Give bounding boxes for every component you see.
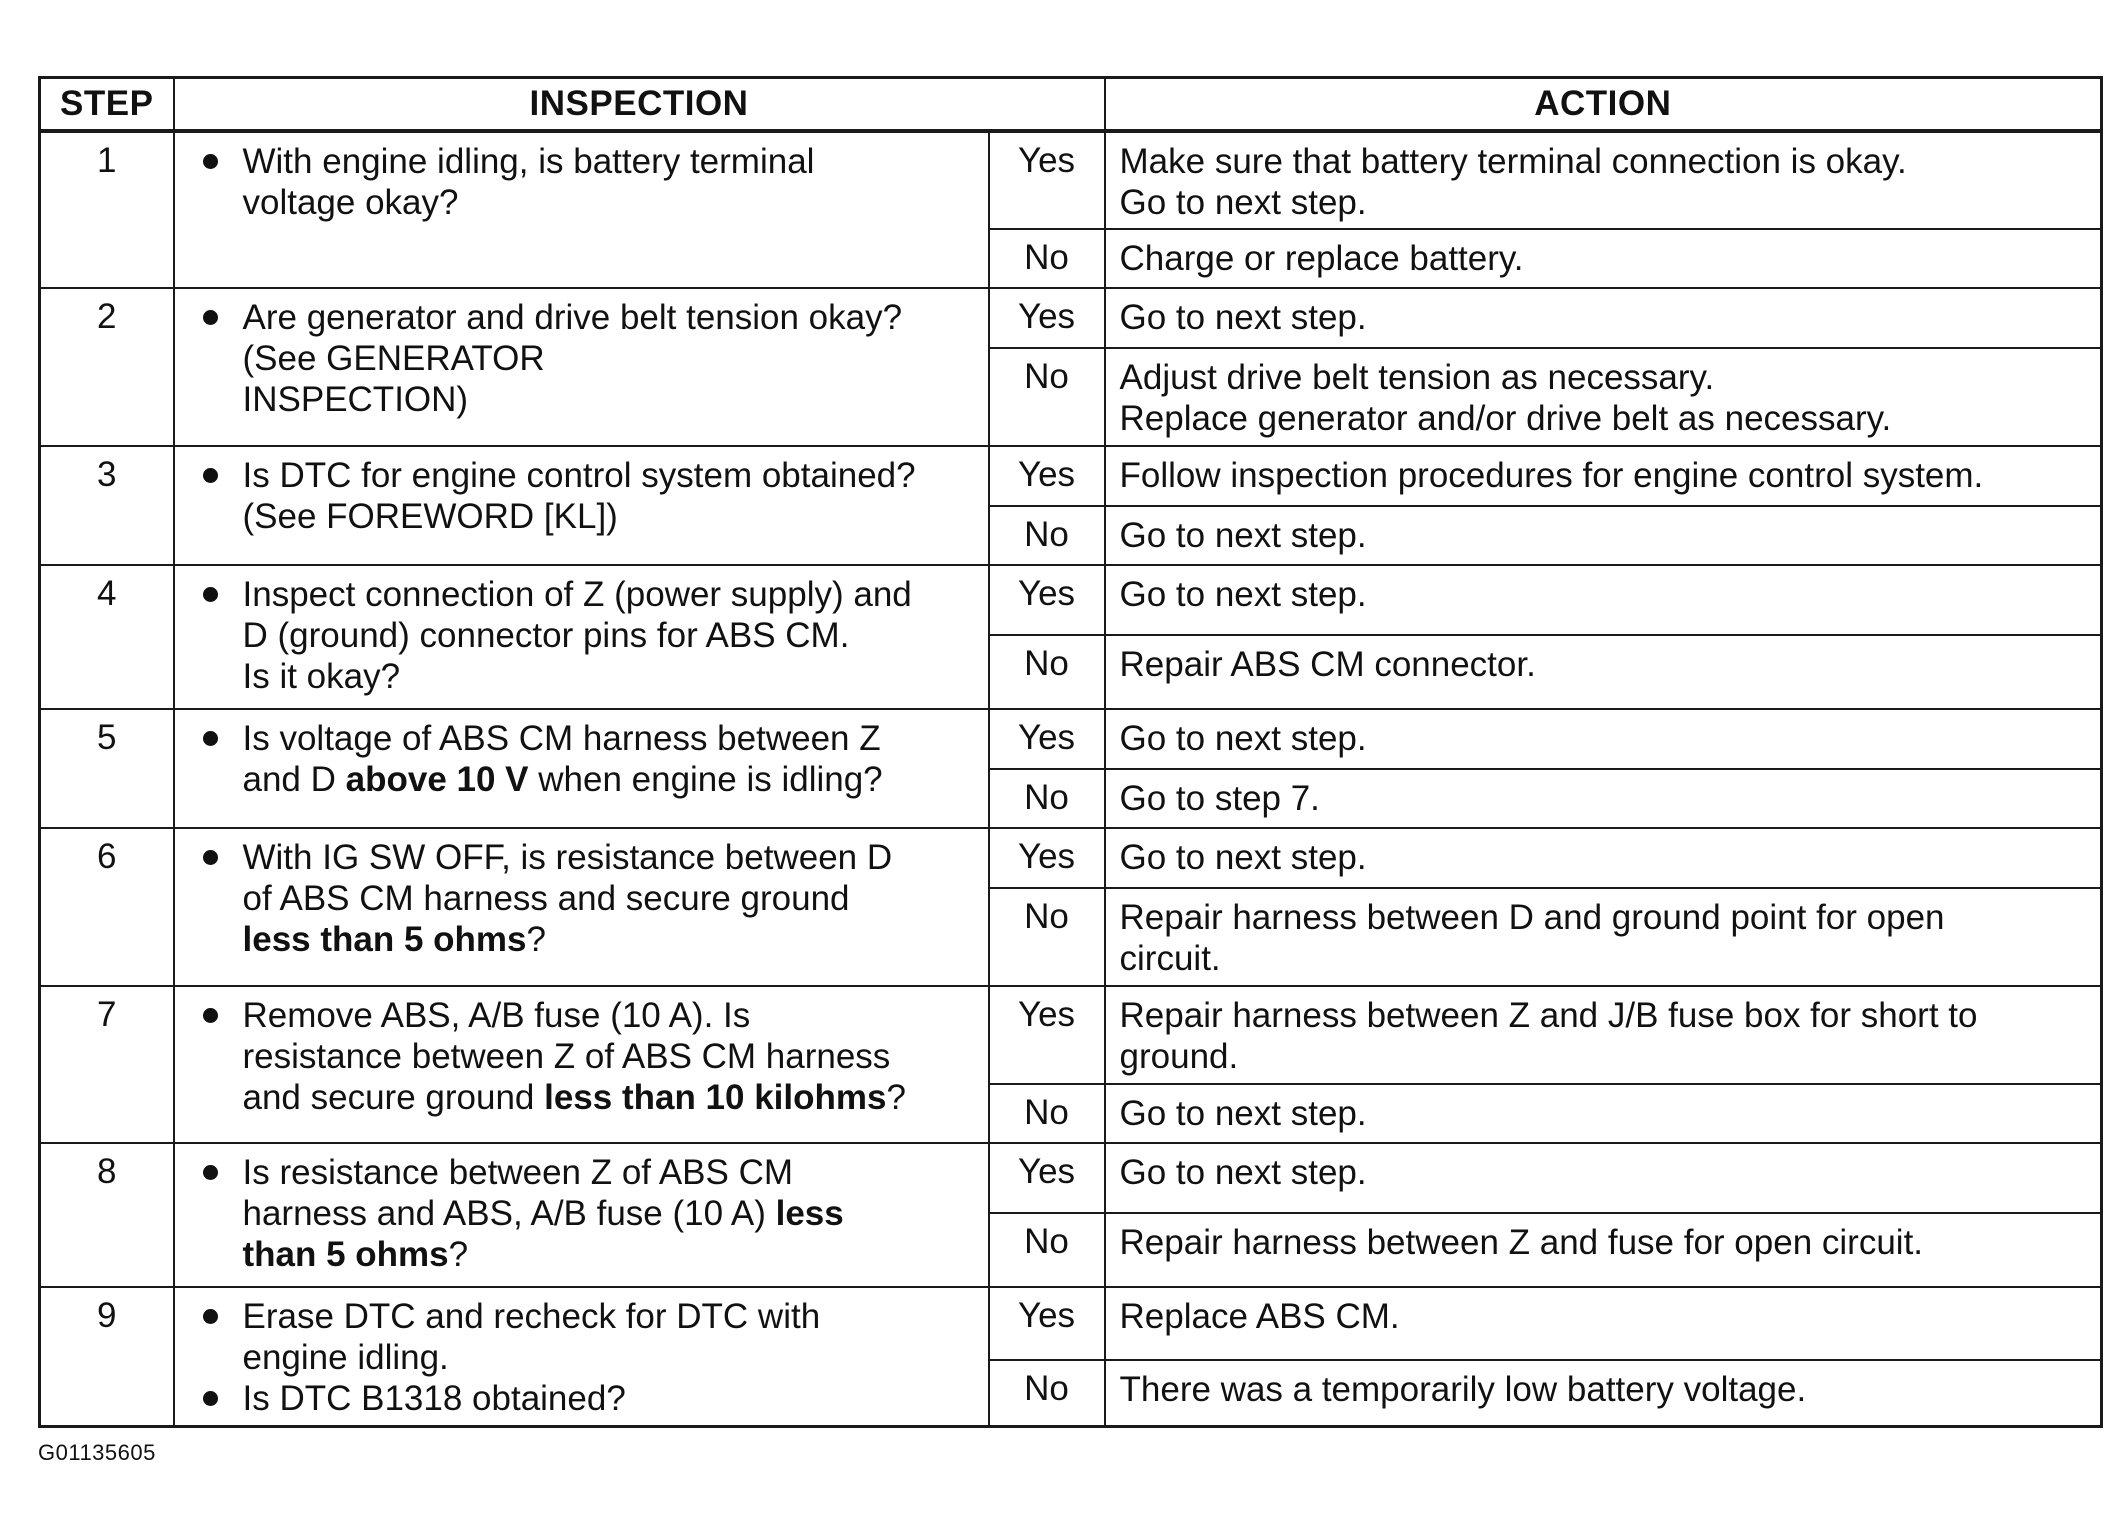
step-number: 3 [40, 446, 174, 565]
action-cell: Repair harness between D and ground point for open circuit. [1105, 888, 2102, 986]
inspection-text [243, 1378, 626, 1419]
inspection-cell [174, 446, 989, 565]
table-row [40, 986, 2102, 1084]
table-row [40, 446, 2102, 506]
inspection-cell [174, 565, 989, 709]
table-body [40, 131, 2102, 1427]
result-yes: Yes [989, 131, 1105, 229]
inspection-segment: ? [448, 1234, 469, 1274]
result-yes: Yes [989, 1143, 1105, 1213]
step-number: 2 [40, 288, 174, 446]
action-cell: Adjust drive belt tension as necessary. Replace generator and/or drive belt as necessary. [1105, 348, 2102, 446]
inspection-item [175, 574, 978, 697]
bullet-icon [203, 587, 218, 602]
inspection-item [175, 718, 978, 800]
inspection-text [243, 1296, 821, 1378]
bullet-icon [203, 310, 218, 325]
inspection-segment: Is resistance between Z of ABS CM harness and ABS, A/B fuse (10 A) [242, 1152, 794, 1233]
inspection-segment: ? [526, 919, 546, 959]
header-row [40, 78, 2102, 131]
result-yes: Yes [989, 1287, 1105, 1360]
result-no: No [989, 1213, 1105, 1287]
inspection-threshold: less than 10 kilohms [544, 1077, 887, 1117]
table-row [40, 709, 2102, 769]
action-cell: Charge or replace battery. [1105, 229, 2102, 288]
result-yes: Yes [989, 709, 1105, 769]
inspection-item [175, 837, 978, 960]
bullet-icon [203, 731, 218, 746]
action-cell: Make sure that battery terminal connection is okay. Go to next step. [1105, 131, 2102, 229]
inspection-segment: voltage okay? [242, 182, 459, 222]
inspection-segment: Is DTC B1318 obtained? [242, 1378, 626, 1418]
action-cell: Go to next step. [1105, 1084, 2102, 1143]
table-row [40, 131, 2102, 229]
action-cell: Repair ABS CM connector. [1105, 635, 2102, 709]
table-row [40, 1143, 2102, 1213]
inspection-cell [174, 1143, 989, 1287]
inspection-cell [174, 828, 989, 986]
step-number: 5 [40, 709, 174, 828]
inspection-text [243, 1152, 844, 1275]
inspection-item [175, 297, 978, 420]
inspection-threshold: above 10 V [345, 759, 529, 799]
result-no: No [989, 348, 1105, 446]
result-no: No [989, 506, 1105, 565]
inspection-item [175, 1378, 978, 1419]
inspection-text [243, 141, 815, 223]
action-cell: Go to step 7. [1105, 769, 2102, 828]
inspection-segment: Remove ABS, A/B fuse (10 A). Is resistance between Z of ABS CM harness and secure ground [242, 995, 891, 1117]
action-header: ACTION [1105, 78, 2102, 131]
inspection-header: INSPECTION [174, 78, 1105, 131]
inspection-threshold: less than 5 ohms [242, 1193, 844, 1274]
result-yes: Yes [989, 446, 1105, 506]
bullet-icon [203, 1309, 218, 1324]
inspection-segment: when engine is idling? [528, 759, 883, 799]
step-number: 1 [40, 131, 174, 288]
result-yes: Yes [989, 288, 1105, 348]
inspection-segment: Is DTC for engine control system obtained? (See FOREWORD [KL]) [242, 455, 916, 536]
inspection-segment: Erase DTC and recheck for DTC with engine idling. [242, 1296, 821, 1377]
inspection-cell [174, 709, 989, 828]
inspection-text [243, 837, 893, 960]
inspection-text [243, 718, 883, 800]
action-cell: Go to next step. [1105, 709, 2102, 769]
action-cell: Go to next step. [1105, 288, 2102, 348]
inspection-text [243, 995, 906, 1118]
inspection-segment: With engine idling, is battery terminal [242, 141, 815, 181]
inspection-cell [174, 986, 989, 1143]
result-no: No [989, 1360, 1105, 1426]
inspection-item [175, 995, 978, 1118]
result-no: No [989, 229, 1105, 288]
inspection-segment: Is voltage of ABS CM harness between Z and D [242, 718, 881, 799]
action-cell: Go to next step. [1105, 565, 2102, 635]
result-yes: Yes [989, 828, 1105, 888]
step-number: 4 [40, 565, 174, 709]
figure-id: G01135605 [38, 1440, 156, 1465]
inspection-segment: Are generator and drive belt tension okay? (See GENERATOR INSPECTION) [242, 297, 903, 419]
action-cell: Go to next step. [1105, 828, 2102, 888]
inspection-threshold: less than 5 ohms [242, 919, 527, 959]
inspection-cell [174, 288, 989, 446]
result-no: No [989, 1084, 1105, 1143]
table-row [40, 828, 2102, 888]
step-number: 7 [40, 986, 174, 1143]
diagnostic-table [38, 76, 2103, 1428]
action-cell: There was a temporarily low battery voltage. [1105, 1360, 2102, 1426]
result-no: No [989, 888, 1105, 986]
table-row [40, 288, 2102, 348]
inspection-text [243, 455, 916, 537]
bullet-icon [203, 154, 218, 169]
inspection-item [175, 1152, 978, 1275]
inspection-cell [174, 131, 989, 288]
step-number: 6 [40, 828, 174, 986]
table-row [40, 1287, 2102, 1360]
bullet-icon [203, 850, 218, 865]
step-header: STEP [40, 78, 174, 131]
inspection-segment: ? [886, 1077, 906, 1117]
action-cell: Go to next step. [1105, 506, 2102, 565]
inspection-segment: With IG SW OFF, is resistance between D of ABS CM harness and secure ground [242, 837, 893, 918]
action-cell: Repair harness between Z and fuse for open circuit. [1105, 1213, 2102, 1287]
result-yes: Yes [989, 986, 1105, 1084]
bullet-icon [203, 468, 218, 483]
inspection-cell [174, 1287, 989, 1427]
action-cell: Repair harness between Z and J/B fuse box for short to ground. [1105, 986, 2102, 1084]
bullet-icon [203, 1391, 218, 1406]
result-no: No [989, 635, 1105, 709]
bullet-icon [203, 1165, 218, 1180]
inspection-text [243, 574, 912, 697]
inspection-item [175, 141, 978, 223]
inspection-text [243, 297, 903, 420]
bullet-icon [203, 1008, 218, 1023]
step-number: 8 [40, 1143, 174, 1287]
result-yes: Yes [989, 565, 1105, 635]
table-row [40, 565, 2102, 635]
action-cell: Follow inspection procedures for engine control system. [1105, 446, 2102, 506]
action-cell: Go to next step. [1105, 1143, 2102, 1213]
inspection-item [175, 455, 978, 537]
action-cell: Replace ABS CM. [1105, 1287, 2102, 1360]
inspection-segment: Inspect connection of Z (power supply) and D (ground) connector pins for ABS CM. Is it okay? [242, 574, 912, 696]
result-no: No [989, 769, 1105, 828]
step-number: 9 [40, 1287, 174, 1427]
inspection-item [175, 1296, 978, 1378]
